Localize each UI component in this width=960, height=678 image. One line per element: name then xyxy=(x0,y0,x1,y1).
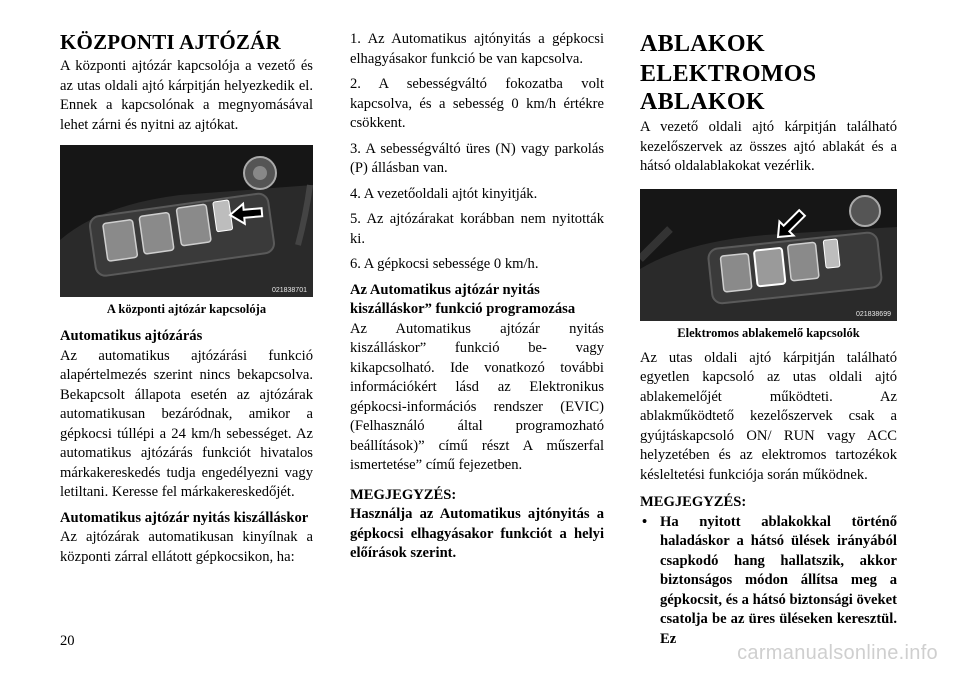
section-heading-central-lock: KÖZPONTI AJTÓZÁR xyxy=(60,30,281,54)
column-middle xyxy=(350,30,604,564)
list-item xyxy=(640,513,897,650)
section-heading-power-windows: ELEKTROMOS ABLAKOK xyxy=(640,61,817,115)
auto-unlock-text: Az ajtózárak automatikusan kinyílnak a központi zárral ellátott gépkocsikon, ha: xyxy=(60,529,313,565)
list-item: 2. A sebességváltó fokozatba volt kapcsolva, és a sebesség 0 km/h értékre csökkent. xyxy=(350,76,604,131)
list-item: 6. A gépkocsi sebessége 0 km/h. xyxy=(350,256,539,272)
auto-lock-text: Az automatikus ajtózárási funkció alapértelmezés szerint nincs bekapcsolva. Bekapcsolt állapota esetén az ajtózárak automatikusan bezáródnak, amikor a gépkocsi túllépi a 24 km/h sebességet. Az automatikus ajtózárás funkciót hivatalos márkakereskedés tudja engedélyezni vagy letiltani. Keresse fel márkakereskedőjét. xyxy=(60,347,313,500)
figure-code: 021838699 xyxy=(855,310,891,318)
column-left xyxy=(60,30,313,567)
watermark: carmanualsonline.info xyxy=(737,642,938,664)
figure-code: 021838701 xyxy=(271,287,307,294)
note-heading: MEGJEGYZÉS: xyxy=(350,486,457,503)
subheading-programming: Az Automatikus ajtózár nyitás kiszálláskor” funkció programozása xyxy=(350,281,576,317)
list-item: 4. A vezetőoldali ajtót kinyitják. xyxy=(350,185,538,202)
section-heading-windows: ABLAKOK xyxy=(640,31,765,57)
central-lock-switch-photo xyxy=(60,145,313,297)
figure-caption: Elektromos ablakemelő kapcsolók xyxy=(677,325,860,340)
power-windows-intro: A vezető oldali ajtó kárpitján található kezelőszervek az összes ajtó ablakát és a hátsó oldalablakokat vezérlik. xyxy=(640,119,897,174)
subheading-auto-lock: Automatikus ajtózárás xyxy=(60,328,203,344)
list-item: 3. A sebességváltó üres (N) vagy parkolás (P) állásban van. xyxy=(350,140,604,176)
column-right xyxy=(640,30,897,649)
subheading-auto-unlock: Automatikus ajtózár nyitás kiszálláskor xyxy=(60,509,309,526)
note-heading: MEGJEGYZÉS: xyxy=(640,494,747,510)
power-window-switch-photo xyxy=(640,189,897,321)
central-lock-intro: A központi ajtózár kapcsolója a vezető és az utas oldali ajtó kárpitján helyezkedik el. Ennek a kapcsolónak a megnyomásával lehet zárni és nyitni az ajtókat. xyxy=(60,58,313,133)
note-list xyxy=(640,513,897,650)
note-text: Használja az Automatikus ajtónyitás a gépkocsi elhagyásakor funkciót a helyi előírások szerint. xyxy=(350,506,604,561)
figure-caption: A központi ajtózár kapcsolója xyxy=(106,302,267,316)
page-number: 20 xyxy=(60,633,75,649)
programming-text: Az Automatikus ajtózár nyitás kiszálláskor” funkció be- vagy kikapcsolható. Ide vonatkozó további információkért lásd az Elektronikus gépkocsi-információs rendszer (EVIC) (Felhasználó által programozható beállítások)” című részt A műszerfal ismertetése” című fejezetben. xyxy=(350,320,604,473)
list-item: 1. Az Automatikus ajtónyitás a gépkocsi elhagyásakor funkció be van kapcsolva. xyxy=(350,31,604,67)
bullet-icon: • xyxy=(642,513,648,530)
note-bullet-text: Ha nyitott ablakokkal történő haladáskor a hátsó ülések irányából csapkodó hang hallatszik, akkor biztonságos módon állítsa meg a gépkocsit, és a hátsó biztonsági öveket csatolja be az üres üléseken keresztül. Ez xyxy=(660,513,897,647)
power-windows-body: Az utas oldali ajtó kárpitján található egyetlen kapcsoló az utas oldali ajtó ablakemelőjét működteti. Az ablakműködtető kezelőszervek csak a gyújtáskapcsoló ON/ RUN vagy ACC helyzetében és az elektromos tartozékok késleltetési funkciója során működnek. xyxy=(640,349,897,483)
list-item: 5. Az ajtózárakat korábban nem nyitották ki. xyxy=(350,211,604,247)
